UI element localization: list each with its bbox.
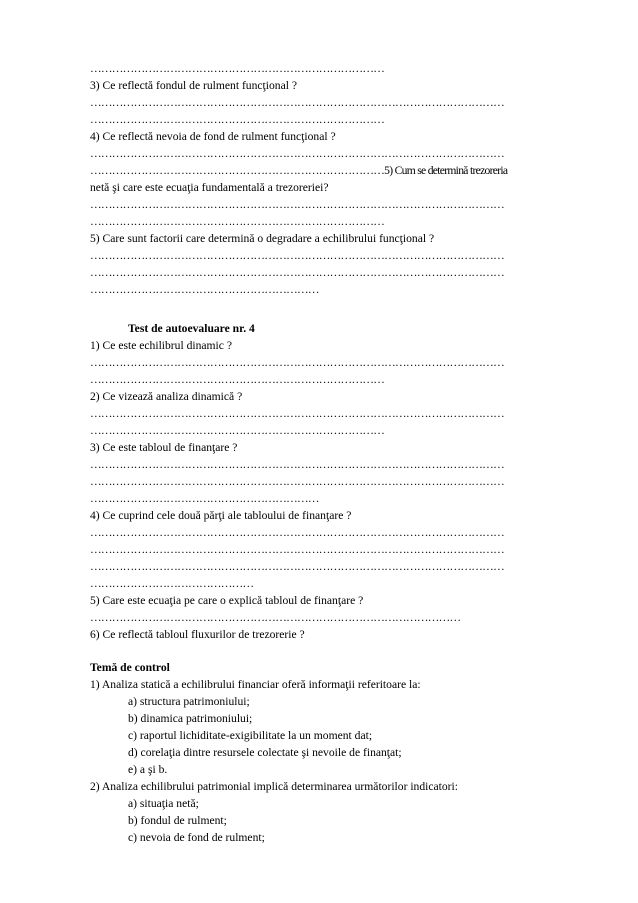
answer-line: …………………………………………………………………………………………………… bbox=[90, 249, 504, 262]
control-question-1: 1) Analiza statică a echilibrului financiar oferă informaţii referitoare la: bbox=[90, 678, 421, 691]
answer-line: ……………………………………………………………………… bbox=[90, 113, 385, 126]
answer-line: ……………………………………………………… bbox=[90, 283, 319, 296]
question-3: 3) Ce reflectă fondul de rulment funcţional ? bbox=[90, 79, 297, 92]
option-b: b) fondul de rulment; bbox=[128, 814, 227, 827]
answer-line: …………………………………………………………………………………………………… bbox=[90, 198, 504, 211]
option-c: c) nevoia de fond de rulment; bbox=[128, 831, 265, 844]
answer-line: ……………………………………………………………………… bbox=[90, 373, 385, 386]
section-heading-control-theme: Temă de control bbox=[90, 661, 170, 674]
answer-line: ……………………………………… bbox=[90, 577, 254, 590]
option-d: d) corelaţia dintre resursele colectate şi nevoile de finanţat; bbox=[128, 746, 402, 759]
section-heading-test-4: Test de autoevaluare nr. 4 bbox=[128, 322, 255, 335]
answer-line: …………………………………………………………………………………………………… bbox=[90, 266, 504, 279]
answer-line: ……………………………………………………… bbox=[90, 492, 319, 505]
answer-line: …………………………………………………………………………………………………… bbox=[90, 96, 504, 109]
test4-question-1: 1) Ce este echilibrul dinamic ? bbox=[90, 339, 232, 352]
test4-question-3: 3) Ce este tabloul de finanţare ? bbox=[90, 441, 238, 454]
test4-question-6: 6) Ce reflectă tabloul fluxurilor de trezorerie ? bbox=[90, 628, 305, 641]
question-5-continuation: netă şi care este ecuaţia fundamentală a trezoreriei? bbox=[90, 181, 329, 194]
answer-line: …………………………………………………………………………………………………… bbox=[90, 356, 504, 369]
option-b: b) dinamica patrimoniului; bbox=[128, 712, 253, 725]
answer-line: ……………………………………………………………………… bbox=[90, 215, 385, 228]
answer-line-with-question-5: ………………………………………………………………………5) Cum se determină trezoreria bbox=[90, 164, 508, 177]
answer-line: …………………………………………………………………………………………………… bbox=[90, 147, 504, 160]
answer-line: ………………………………………………………………………………………… bbox=[90, 611, 461, 624]
option-e: e) a şi b. bbox=[128, 763, 168, 776]
answer-line: …………………………………………………………………………………………………… bbox=[90, 458, 504, 471]
option-a: a) structura patrimoniului; bbox=[128, 695, 250, 708]
answer-line: …………………………………………………………………………………………………… bbox=[90, 543, 504, 556]
answer-line: ……………………………………………………………………… bbox=[90, 62, 385, 75]
option-a: a) situaţia netă; bbox=[128, 797, 199, 810]
option-c: c) raportul lichiditate-exigibilitate la un moment dat; bbox=[128, 729, 373, 742]
answer-line: …………………………………………………………………………………………………… bbox=[90, 526, 504, 539]
test4-question-5: 5) Care este ecuaţia pe care o explică tabloul de finanţare ? bbox=[90, 594, 364, 607]
question-4: 4) Ce reflectă nevoia de fond de rulment funcţional ? bbox=[90, 130, 336, 143]
test4-question-4: 4) Ce cuprind cele două părţi ale tabloului de finanţare ? bbox=[90, 509, 352, 522]
answer-line: …………………………………………………………………………………………………… bbox=[90, 407, 504, 420]
answer-line: …………………………………………………………………………………………………… bbox=[90, 475, 504, 488]
answer-line: …………………………………………………………………………………………………… bbox=[90, 560, 504, 573]
control-question-2: 2) Analiza echilibrului patrimonial implică determinarea următorilor indicatori: bbox=[90, 780, 458, 793]
question-5b: 5) Care sunt factorii care determină o degradare a echilibrului funcţional ? bbox=[90, 232, 435, 245]
answer-line: ……………………………………………………………………… bbox=[90, 424, 385, 437]
test4-question-2: 2) Ce vizează analiza dinamică ? bbox=[90, 390, 243, 403]
